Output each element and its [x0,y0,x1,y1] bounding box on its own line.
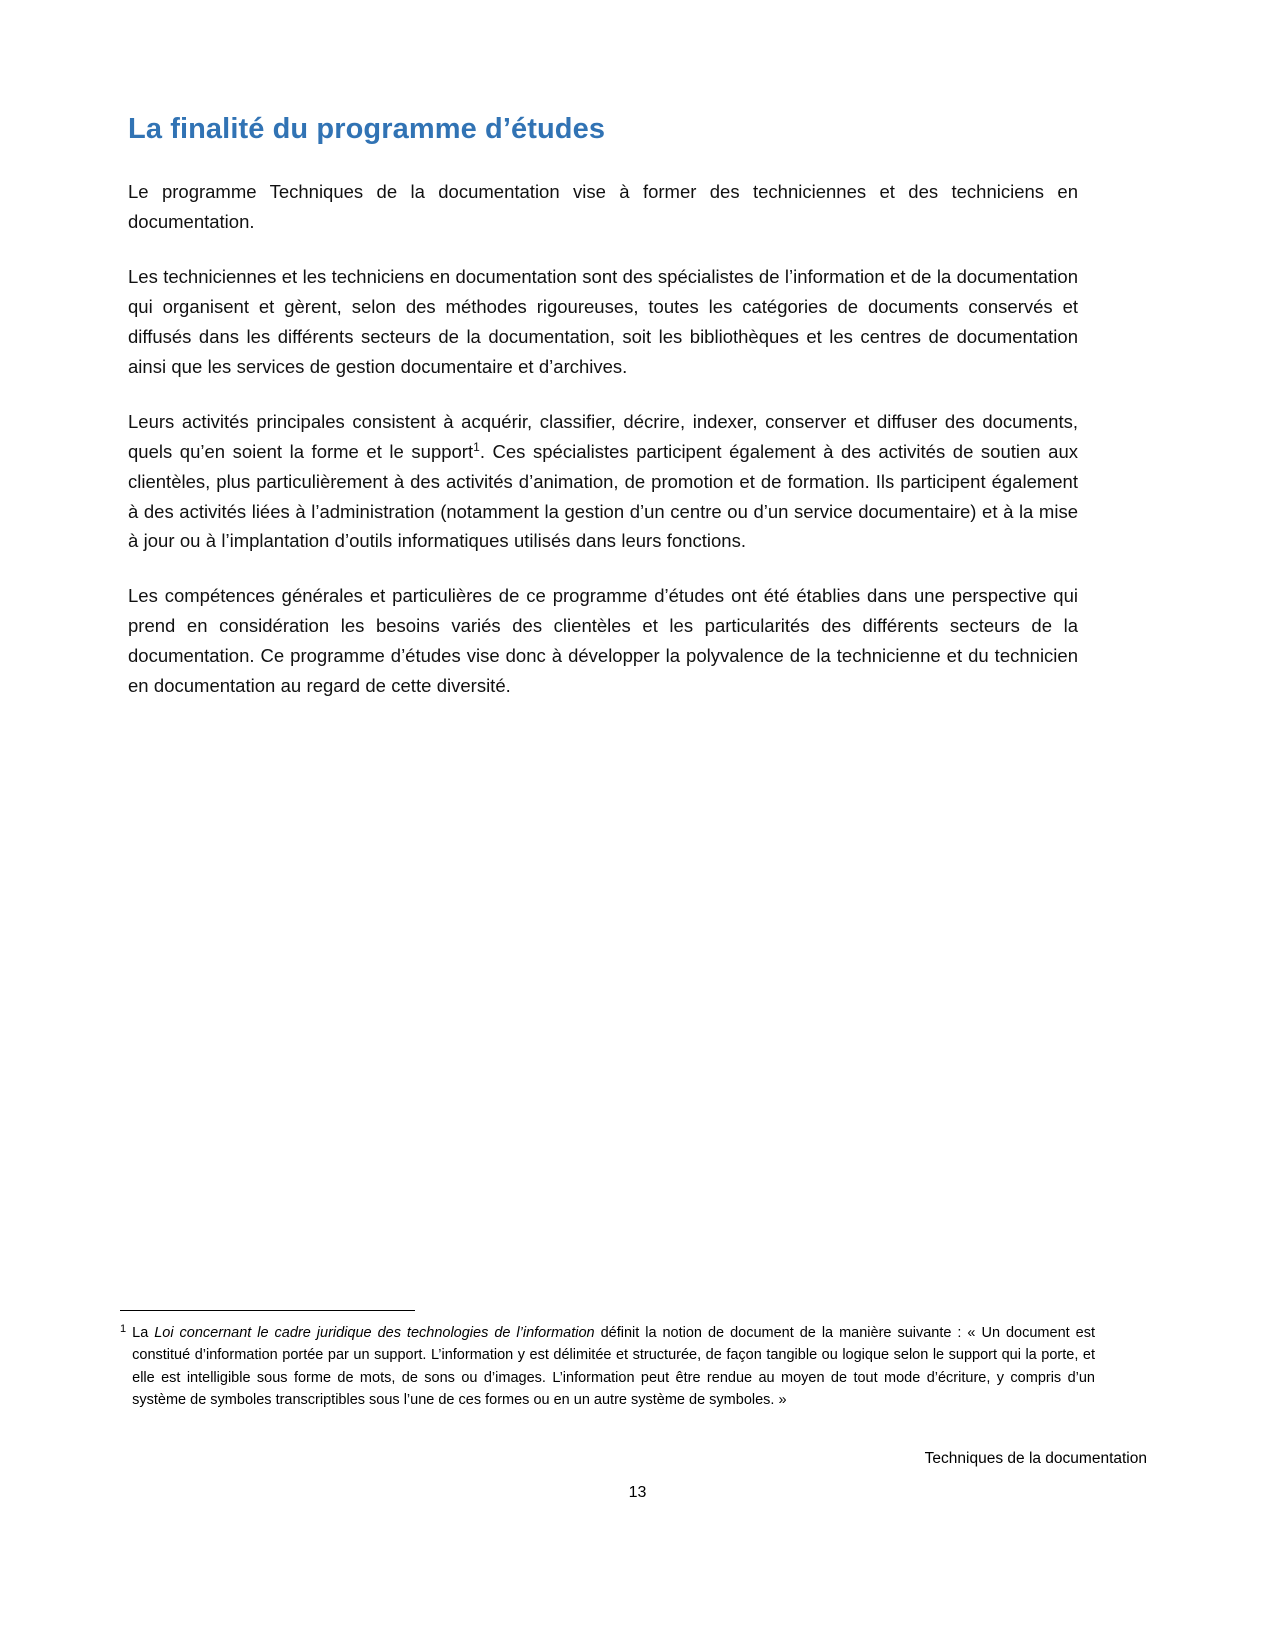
paragraph-activities-before-note: Leurs activités principales consistent à acquérir, classifier, décrire, indexer, conserver et diffuser des documents, quels qu’en soient la forme et le support [128,410,1078,462]
footnote-text [132,1322,1095,1412]
page-title: La finalité du programme d’études [128,113,606,145]
paragraph-intro: Le programme Techniques de la documentation vise à former des techniciennes et des techniciens en documentation. [128,180,1078,232]
footnote-reference-1[interactable]: 1 [473,439,480,454]
page-number: 13 [628,1484,647,1501]
footnote-area [120,1310,1095,1412]
paragraph-activities [128,407,1078,557]
footer-program-name: Techniques de la documentation [924,1450,1147,1467]
footnote-rest: définit la notion de document de la manière suivante : « Un document est constitué d’information portée par un support. L’information y est délimitée et structurée, de façon tangible ou logique selon le support qui la porte, et elle est intelligible sous forme de mots, de sons ou d’images. L’information peut être rendue au moyen de tout mode d’écriture, y compris d’un système de symboles transcriptibles sous l’une de ces formes ou en un autre système de symboles. » [132,1325,1095,1409]
footnote-marker: 1 [120,1323,127,1335]
paragraph-competences: Les compétences générales et particulières de ce programme d’études ont été établies dans une perspective qui prend en considération les besoins variés des clientèles et les particularités des différents secteurs de la documentation. Ce programme d’études vise donc à développer la polyvalence de la technicienne et du technicien en documentation au regard de cette diversité. [128,585,1078,697]
footnote-1 [120,1322,1095,1412]
page-footer [0,1450,1275,1510]
page-content [128,112,1078,701]
footnote-separator [120,1310,415,1311]
paragraph-specialists: Les techniciennes et les techniciens en documentation sont des spécialistes de l’information et de la documentation qui organisent et gèrent, selon des méthodes rigoureuses, toutes les catégories de documents conservés et diffusés dans les différents secteurs de la documentation, soit les bibliothèques et les centres de documentation ainsi que les services de gestion documentaire et d’archives. [128,265,1078,377]
footnote-law-title: Loi concernant le cadre juridique des technologies de l’information [154,1325,595,1341]
footnote-lead: La [132,1325,155,1341]
paragraph-activities-after-note: . Ces spécialistes participent également à des activités de soutien aux clientèles, plus particulièrement à des activités d’animation, de promotion et de formation. Ils participent également à des activités liées à l’administration (notamment la gestion d’un centre ou d’un service documentaire) et à la mise à jour ou à l’implantation d’outils informatiques utilisés dans leurs fonctions. [128,440,1078,552]
